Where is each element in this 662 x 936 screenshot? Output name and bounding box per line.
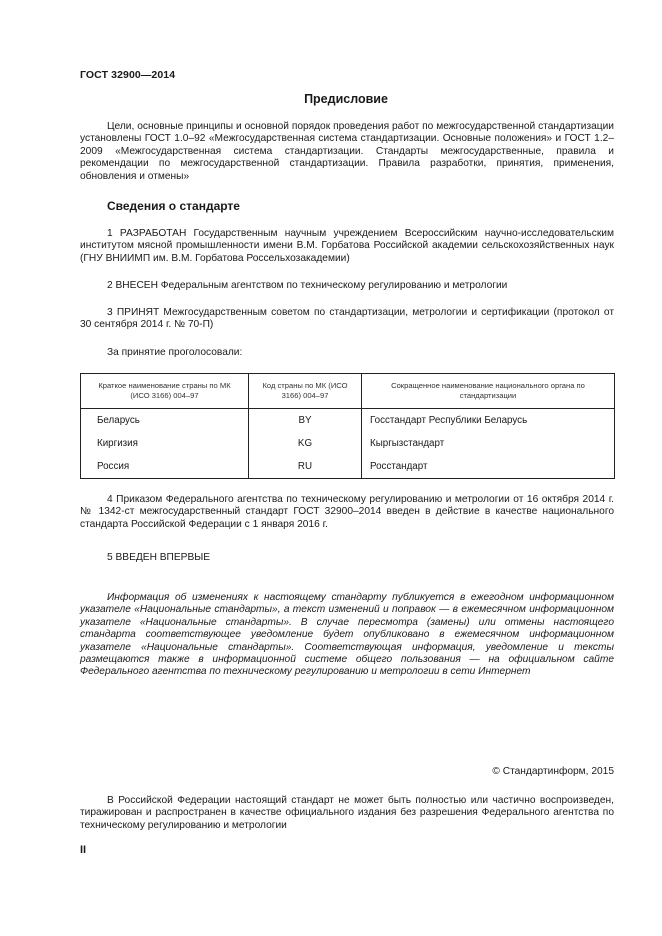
table-header-row [81, 374, 615, 409]
foreword-title: Предисловие [304, 92, 388, 106]
voted-label [80, 347, 614, 359]
legal-text: В Российской Федерации настоящий стандарт не может быть полностью или частично воспроизведен, тиражирован и распространен в качестве официального издания без разрешения Федерального агентства по техническому регулированию и метрологии [80, 795, 614, 831]
info-item-4 [80, 494, 614, 531]
table-row [81, 432, 615, 455]
foreword-text: Цели, основные принципы и основной порядок проведения работ по межгосударственной стандартизации установлены ГОСТ 1.0–92 «Межгосударственная система стандартизации. Основные положения» и ГОСТ 1.2–2009 «Межгосударственная система стандартизации. Стандарты межгосударственные, правила и рекомендации по межгосударственной стандартизации. Правила разработки, принятия, применения, обновления и отмены» [80, 121, 614, 182]
notice-text: Информация об изменениях к настоящему стандарту публикуется в ежегодном информационном указателе «Национальные стандарты», а текст изменений и поправок — в ежемесячном информационном указателе «Национальные стандарты». В случае пересмотра (замены) или отмены настоящего стандарта соответствующее уведомление будет опубликовано в ежемесячном информационном указателе «Национальные стандарты». Соответствующая информация, уведомление и тексты размещаются также в информационной системе общего пользования — на официальном сайте Федерального агентства по техническому регулированию и метрологии в сети Интернет [80, 592, 614, 678]
table-row [81, 455, 615, 479]
table-cell-code: RU [249, 455, 362, 479]
voted-label-text: За принятие проголосовали: [107, 347, 243, 358]
info-item-2 [80, 280, 614, 292]
legal-paragraph [80, 795, 614, 832]
table-cell-code: BY [249, 409, 362, 433]
info-item-5-text: 5 ВВЕДЕН ВПЕРВЫЕ [107, 552, 211, 563]
notice-paragraph [80, 592, 614, 679]
info-item-3-text: 3 ПРИНЯТ Межгосударственным советом по стандартизации, метрологии и сертификации (протокол от 30 сентября 2014 г. № 70-П) [80, 307, 614, 331]
table-cell-code: KG [249, 432, 362, 455]
info-item-3 [80, 307, 614, 332]
table-cell-country: Беларусь [81, 409, 249, 433]
table-cell-body: Кыргызстандарт [362, 432, 615, 455]
info-title: Сведения о стандарте [107, 199, 240, 213]
foreword-paragraph [80, 121, 614, 183]
table-row [81, 409, 615, 433]
info-item-2-text: 2 ВНЕСЕН Федеральным агентством по техническому регулированию и метрологии [107, 280, 508, 291]
table-cell-country: Россия [81, 455, 249, 479]
info-item-5 [80, 552, 614, 564]
table-header-code: Код страны по МК (ИСО 3166) 004–97 [249, 374, 362, 409]
table-cell-country: Киргизия [81, 432, 249, 455]
voting-table [80, 373, 615, 479]
table-cell-body: Госстандарт Республики Беларусь [362, 409, 615, 433]
page-number: II [80, 844, 87, 856]
info-item-1-text: 1 РАЗРАБОТАН Государственным научным учреждением Всероссийским научно-исследовательским институтом мясной промышленности имени В.М. Горбатова Российской академии сельскохозяйственных наук (ГНУ ВНИИМП им. В.М. Горбатова Россельхозакадемии) [80, 228, 614, 264]
document-id: ГОСТ 32900—2014 [80, 69, 176, 81]
info-item-4-text: 4 Приказом Федерального агентства по техническому регулированию и метрологии от 16 октября 2014 г. № 1342-ст межгосударственный стандарт ГОСТ 32900–2014 введен в действие в качестве национального стандарта Российской Федерации с 1 января 2016 г. [80, 494, 614, 530]
table-cell-body: Росстандарт [362, 455, 615, 479]
table-header-country: Краткое наименование страны по МК (ИСО 3166) 004–97 [81, 374, 249, 409]
table-header-body: Сокращенное наименование национального органа по стандартизации [362, 374, 615, 409]
copyright: © Стандартинформ, 2015 [492, 766, 614, 777]
info-item-1 [80, 228, 614, 265]
